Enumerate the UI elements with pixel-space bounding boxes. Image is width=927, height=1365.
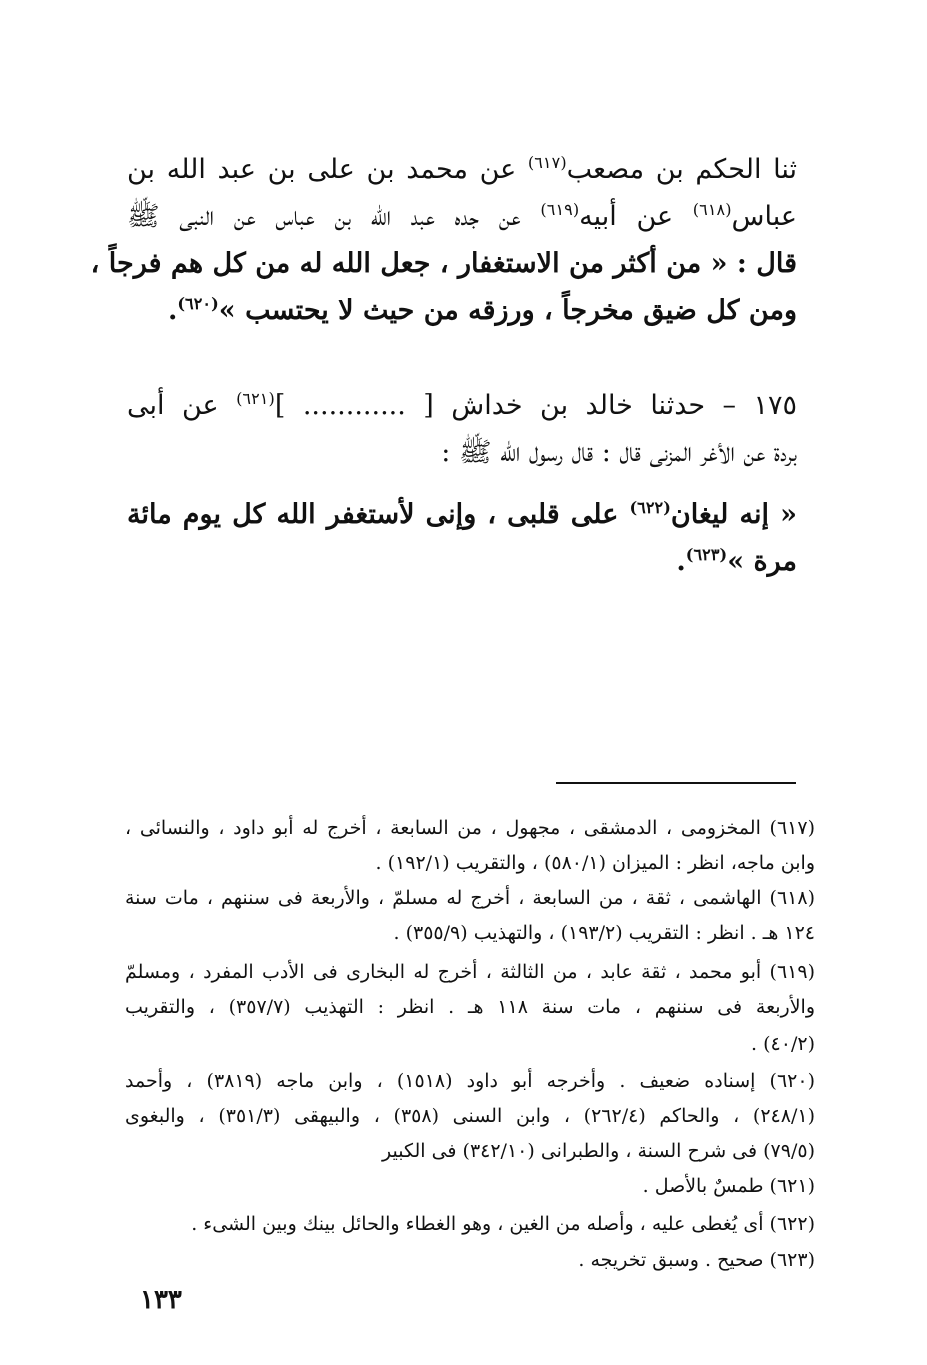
hadith-175-line-1: ١٧٥ – حدثنا خالد بن خداش [ ............ ]$^{(٦٢١)}$ عن أبى	[127, 389, 797, 421]
footnote-line: (٢٤٨/١) ، والحاكم (٢٦٢/٤) ، وابن السنى (٣٥٨) ، والبيهقى (٣٥١/٣) ، والبغوى	[125, 1105, 815, 1127]
hadith-175-line-4: مرة »$^{(٦٢٣)}$.	[676, 545, 797, 577]
footnote-line: (٦١٧) المخزومى ، الدمشقى ، مجهول ، من السابعة ، أخرج له أبو داود ، والنسائى ،	[125, 817, 815, 839]
footnote-line: (٦١٨) الهاشمى ، ثقة ، من السابعة ، أخرج له مسلمّ ، والأربعة فى سننهم ، مات سنة	[125, 887, 815, 909]
hadith-174-line-1: ثنا الحكم بن مصعب$^{(٦١٧)}$ عن محمد بن على بن عبد الله بن	[127, 153, 798, 185]
footnote-line: والأربعة فى سننهم ، مات سنة ١١٨ هـ . انظر : التهذيب (٣٥٧/٧) ، والتقريب	[125, 996, 815, 1018]
hadith-174-line-3: قال : « من أكثر من الاستغفار ، جعل الله له من كل هم فرجاً ،	[90, 248, 797, 279]
page-number: ١٣٣	[140, 1285, 182, 1315]
footnote-line: (٤٠/٢) .	[751, 1033, 815, 1055]
hadith-174-line-4: ومن كل ضيق مخرجاً ، ورزقه من حيث لا يحتسب »$^{(٦٢٠)}$.	[167, 294, 797, 326]
hadith-174-line-2: عباس$^{(٦١٨)}$ عن أبيه$^{(٦١٩)}$ عن جده عبد الله بن عباس عن النبى ﷺ	[127, 200, 797, 232]
footnote-line: (٦١٩) أبو محمد ، ثقة عابد ، من الثالثة ، أخرج له البخارى فى الأدب المفرد ، ومسلمّ	[125, 961, 815, 983]
hadith-175-line-3: « إنه ليغان$^{(٦٢٢)}$ على قلبى ، وإنى لأستغفر الله كل يوم مائة	[127, 498, 797, 530]
hadith-175-line-2: بردة عن الأغر المزنى قال : قال رسول الله ﷺ :	[441, 437, 797, 468]
footnote-separator	[556, 782, 796, 784]
footnote-line: (٦٢٣) صحيح . وسبق تخريجه .	[578, 1249, 815, 1271]
footnote-line: ١٢٤ هـ . انظر : التقريب (١٩٣/٢) ، والتهذيب (٣٥٥/٩) .	[393, 922, 815, 944]
footnote-line: (٧٩/٥) فى شرح السنة ، والطبرانى (٣٤٢/١٠) فى الكبير	[382, 1140, 815, 1162]
footnote-line: (٦٢١) طمسٌ بالأصل .	[642, 1175, 815, 1197]
footnote-line: وابن ماجه، انظر : الميزان (٥٨٠/١) ، والتقريب (١٩٢/١) .	[375, 852, 815, 874]
footnote-line: (٦٢٢) أى يُغطى عليه ، وأصله من الغين ، وهو الغطاء والحائل بينك وبين الشىء .	[191, 1213, 815, 1235]
footnote-line: (٦٢٠) إسناده ضعيف . وأخرجه أبو داود (١٥١٨) ، وابن ماجه (٣٨١٩) ، وأحمد	[125, 1070, 816, 1092]
